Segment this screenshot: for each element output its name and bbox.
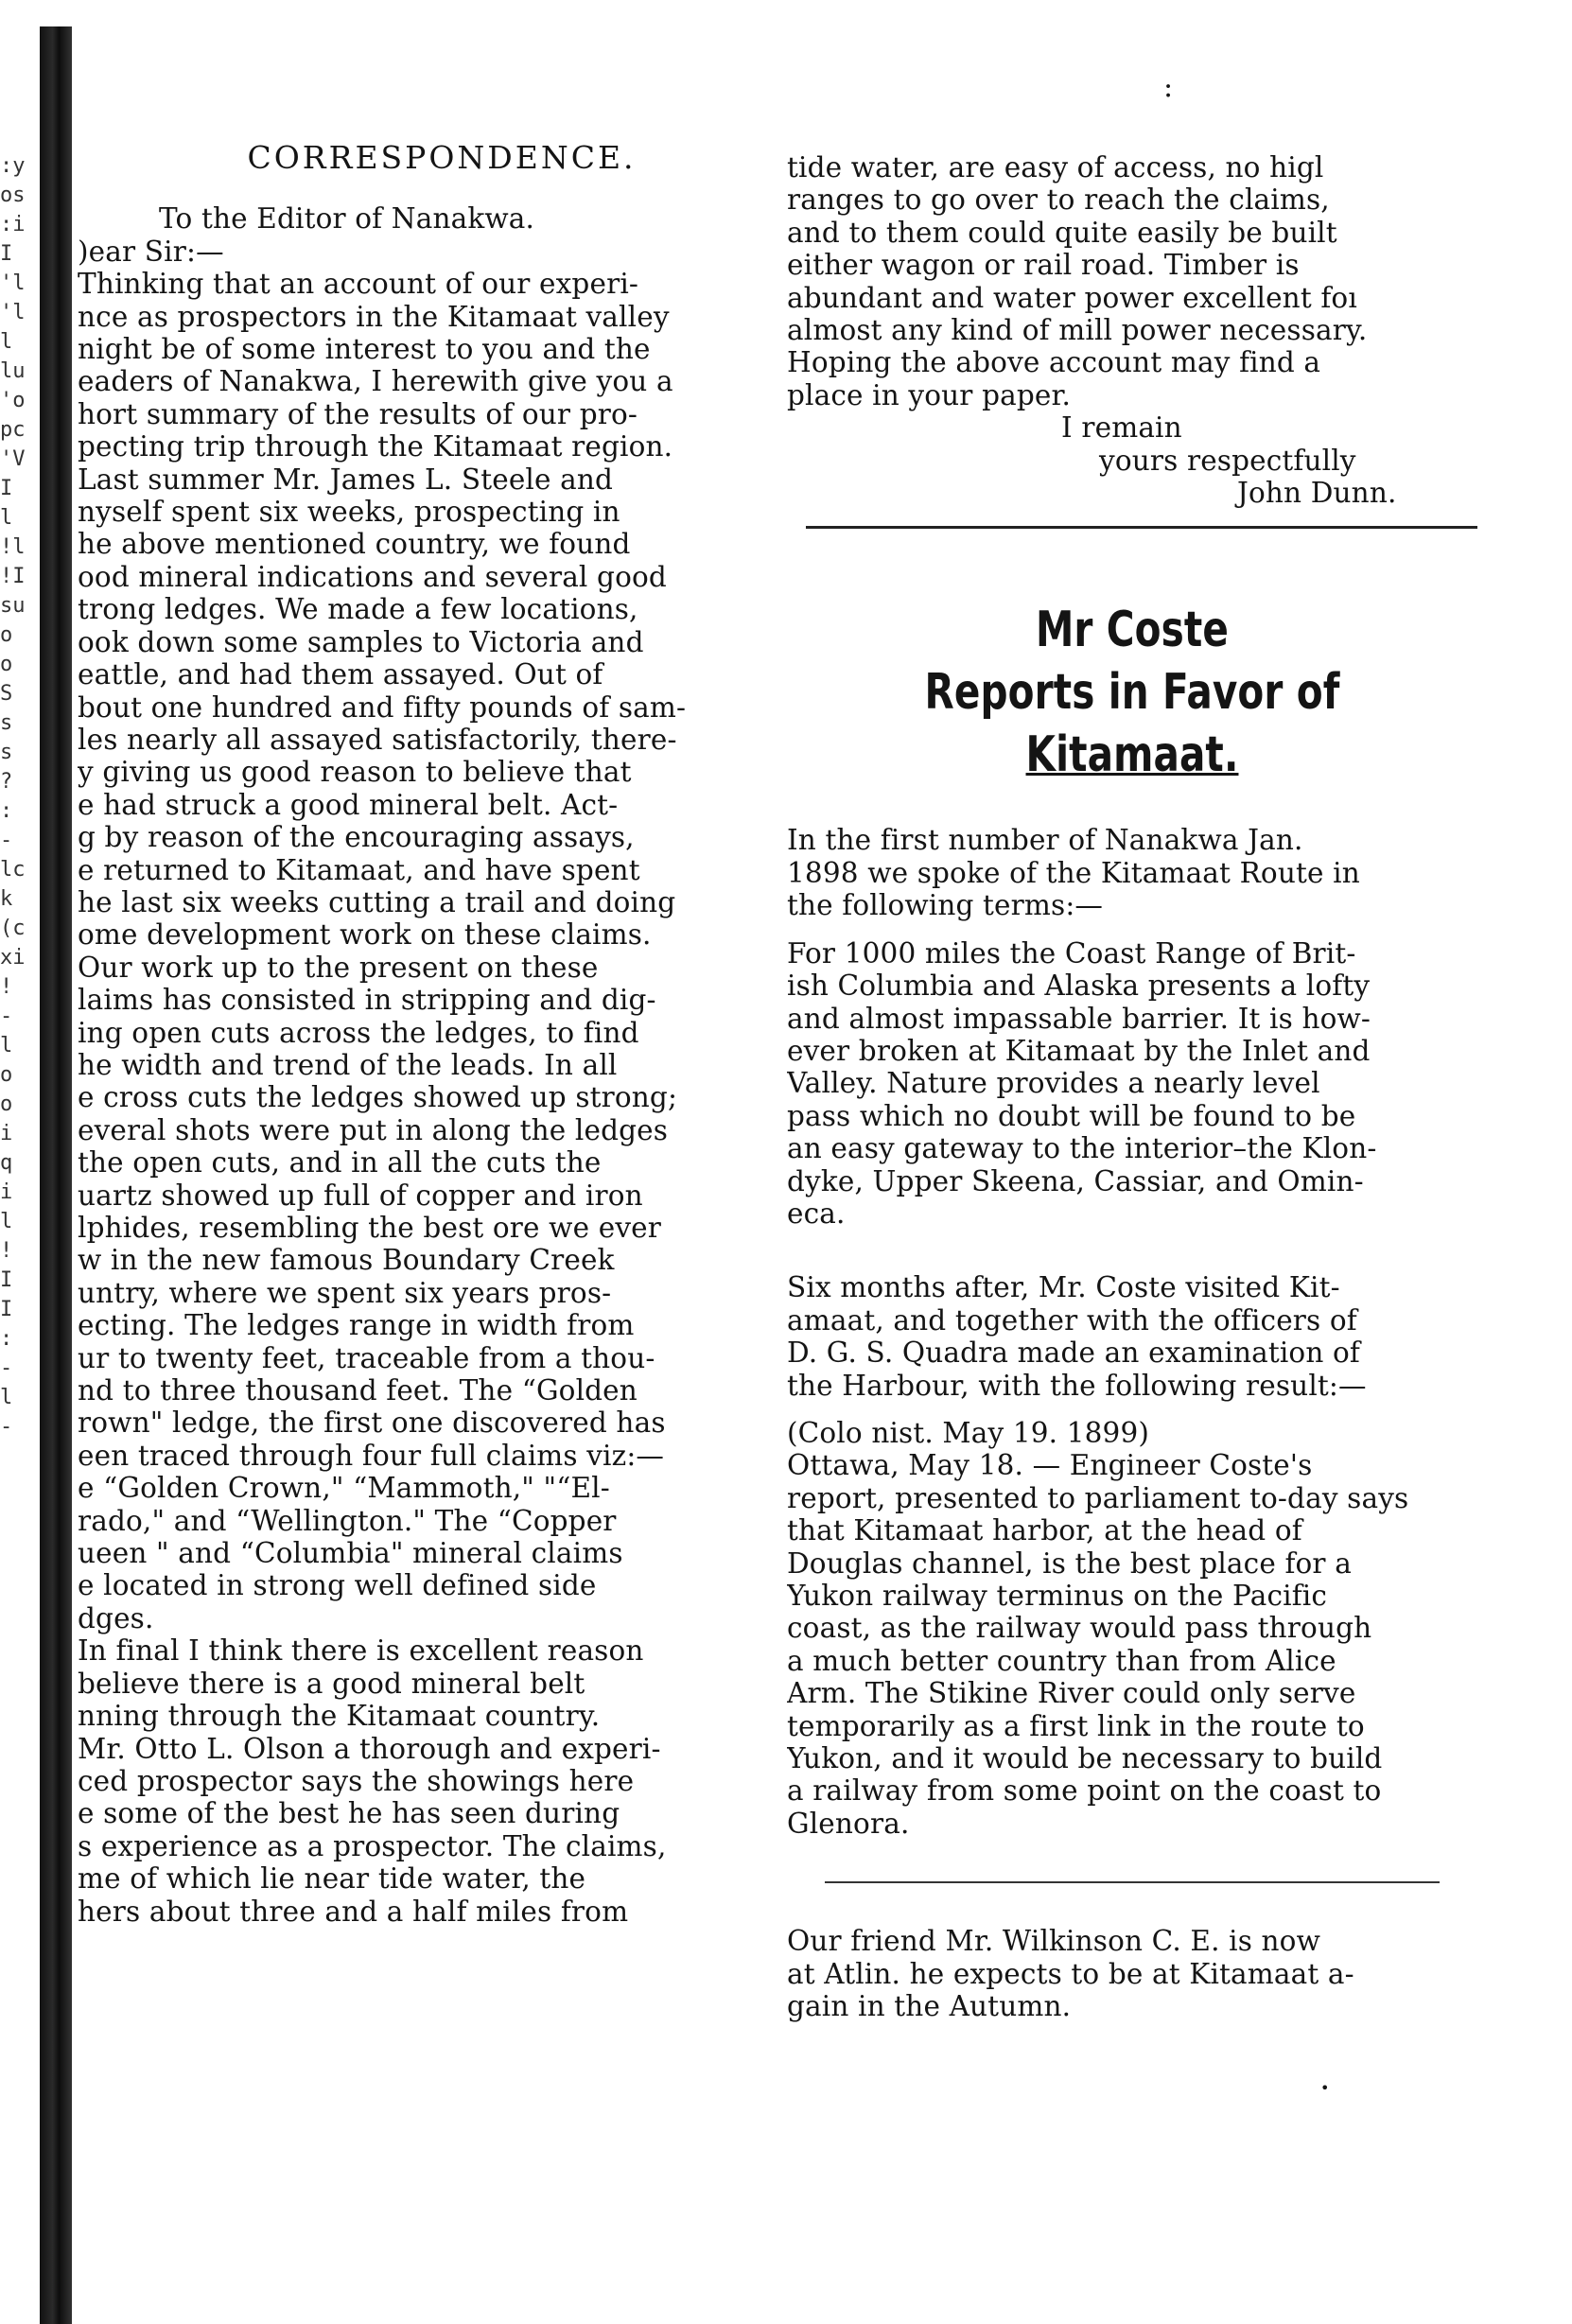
gutter-fragment: - xyxy=(0,1356,13,1380)
text-line: ing open cuts across the ledges, to find xyxy=(78,1016,639,1049)
text-line: nning through the Kitamaat country. xyxy=(78,1700,601,1733)
text-line: either wagon or rail road. Timber is xyxy=(787,249,1300,282)
text-line: Glenora. xyxy=(787,1807,910,1840)
text-line: amaat, and together with the officers of xyxy=(787,1303,1357,1337)
gutter-fragment: - xyxy=(0,1005,13,1028)
text-line: rown" ledge, the first one discovered has xyxy=(78,1407,666,1440)
text-line: ueen " and “Columbia" mineral claims xyxy=(78,1537,623,1570)
letter-addressee: To the Editor of Nanakwa. xyxy=(159,202,535,236)
gutter-fragment: lc xyxy=(0,858,26,882)
text-line: rado," and “Wellington." The “Copper xyxy=(78,1504,617,1537)
print-speck: : xyxy=(1163,71,1174,104)
gutter-fragment: ! xyxy=(0,1239,13,1263)
text-line: dyke, Upper Skeena, Cassiar, and Omin- xyxy=(787,1164,1364,1197)
text-line: For 1000 miles the Coast Range of Brit- xyxy=(787,936,1356,970)
gutter-fragment: l xyxy=(0,1210,13,1233)
text-line: Our friend Mr. Wilkinson C. E. is now xyxy=(787,1925,1320,1958)
text-line: uartz showed up full of copper and iron xyxy=(78,1179,643,1212)
gutter-fragment: - xyxy=(0,1415,13,1439)
text-line: ome development work on these claims. xyxy=(78,918,652,952)
gutter-fragment: i xyxy=(0,1122,13,1145)
text-line: eca. xyxy=(787,1197,846,1230)
gutter-fragment: !I xyxy=(0,565,26,588)
text-line: nce as prospectors in the Kitamaat valley xyxy=(78,300,670,333)
gutter-fragment: xi xyxy=(0,946,26,970)
text-line: pass which no doubt will be found to be xyxy=(787,1099,1356,1132)
gutter-fragment: l xyxy=(0,1386,13,1409)
closing-yours: yours respectfully xyxy=(1099,444,1356,477)
gutter-fragment: k xyxy=(0,887,13,911)
text-line: ood mineral indications and several good xyxy=(78,560,667,593)
text-line: eattle, and had them assayed. Out of xyxy=(78,658,603,691)
headline-line: Kitamaat. xyxy=(1025,726,1239,784)
print-speck: • xyxy=(1320,2079,1330,2097)
gutter-fragment: 'V xyxy=(0,447,26,471)
text-line: Arm. The Stikine River could only serve xyxy=(787,1677,1356,1710)
text-line: g by reason of the encouraging assays, xyxy=(78,821,635,854)
text-line: untry, where we spent six years pros- xyxy=(78,1276,612,1309)
text-line: Yukon, and it would be necessary to build xyxy=(787,1742,1383,1775)
section-heading: CORRESPONDENCE. xyxy=(247,139,637,176)
binding-shadow xyxy=(40,26,72,2324)
text-line: everal shots were put in along the ledges xyxy=(78,1113,669,1146)
text-line: he last six weeks cutting a trail and doing xyxy=(78,885,676,918)
text-line: Ottawa, May 18. — Engineer Coste's xyxy=(787,1449,1313,1482)
text-line: me of which lie near tide water, the xyxy=(78,1862,586,1896)
gutter-fragment: I xyxy=(0,477,13,500)
text-line: almost any kind of mill power necessary. xyxy=(787,314,1368,347)
text-line: laims has consisted in stripping and dig- xyxy=(78,984,656,1017)
text-line: e “Golden Crown," “Mammoth," "“El- xyxy=(78,1472,610,1505)
gutter-fragment: I xyxy=(0,1268,13,1292)
headline-line: Reports in Favor of xyxy=(924,664,1340,722)
section-divider xyxy=(806,526,1477,529)
article-paragraph xyxy=(787,824,1477,921)
signature-name: John Dunn. xyxy=(1237,477,1397,510)
gutter-fragment: : xyxy=(0,1327,13,1351)
text-line: Six months after, Mr. Coste visited Kit- xyxy=(787,1271,1340,1304)
text-line: that Kitamaat harbor, at the head of xyxy=(787,1514,1302,1547)
letter-body xyxy=(78,268,740,1928)
gutter-fragment: :y xyxy=(0,154,26,178)
text-line: ever broken at Kitamaat by the Inlet and xyxy=(787,1034,1371,1067)
gutter-fragment: o xyxy=(0,1063,13,1087)
gutter-fragment: 'l xyxy=(0,301,26,324)
gutter-fragment: l xyxy=(0,506,13,530)
text-line: s experience as a prospector. The claims, xyxy=(78,1829,667,1862)
text-line: nd to three thousand feet. The “Golden xyxy=(78,1374,638,1407)
text-line: hers about three and a half miles from xyxy=(78,1895,629,1928)
text-line: tide water, are easy of access, no higl xyxy=(787,151,1324,183)
text-line: and to them could quite easily be built xyxy=(787,216,1337,249)
text-line: at Atlin. he expects to be at Kitamaat a- xyxy=(787,1957,1354,1990)
gutter-fragment: lu xyxy=(0,359,26,383)
text-line: dges. xyxy=(78,1601,154,1634)
text-line: In final I think there is excellent reason xyxy=(78,1634,644,1668)
gutter-fragment: S xyxy=(0,682,13,706)
gutter-fragment: ? xyxy=(0,770,13,794)
text-line: an easy gateway to the interior–the Klon- xyxy=(787,1132,1377,1165)
text-line: Our work up to the present on these xyxy=(78,951,599,984)
text-line: In the first number of Nanakwa Jan. xyxy=(787,824,1303,857)
right-column xyxy=(787,151,1477,2022)
gutter-fragment: o xyxy=(0,1092,13,1116)
gutter-fragment: (c xyxy=(0,917,26,940)
text-line: een traced through four full claims viz:— xyxy=(78,1439,665,1472)
gutter-fragment: 'l xyxy=(0,271,26,295)
text-line: pecting trip through the Kitamaat region. xyxy=(78,430,673,463)
gutter-fragment: : xyxy=(0,799,13,823)
gutter-fragment: s xyxy=(0,741,13,764)
text-line: e returned to Kitamaat, and have spent xyxy=(78,853,640,886)
source-citation: (Colo nist. May 19. 1899) xyxy=(787,1416,1150,1449)
correspondence-column xyxy=(78,139,740,1928)
text-line: he above mentioned country, we found xyxy=(78,528,631,561)
gutter-fragment: ! xyxy=(0,975,13,999)
text-line: Douglas channel, is the best place for a xyxy=(787,1546,1352,1580)
text-line: les nearly all assayed satisfactorily, there- xyxy=(78,723,677,756)
text-line: he width and trend of the leads. In all xyxy=(78,1048,618,1081)
gutter-fragment: I xyxy=(0,242,13,266)
closing-remain: I remain xyxy=(1061,411,1182,445)
article-paragraph xyxy=(787,1449,1477,1840)
gutter-fragment: 'o xyxy=(0,389,26,412)
text-line: a railway from some point on the coast to xyxy=(787,1774,1382,1808)
article-headline xyxy=(863,599,1401,786)
text-line: the following terms:— xyxy=(787,889,1104,922)
gutter-fragment: q xyxy=(0,1151,13,1175)
text-line: night be of some interest to you and the xyxy=(78,333,651,366)
text-line: e had struck a good mineral belt. Act- xyxy=(78,788,619,821)
gutter-fragment: os xyxy=(0,183,26,207)
text-line: trong ledges. We made a few locations, xyxy=(78,593,638,626)
text-line: coast, as the railway would pass through xyxy=(787,1612,1372,1645)
text-line: nyself spent six weeks, prospecting in xyxy=(78,496,620,529)
text-line: Yukon railway terminus on the Pacific xyxy=(787,1580,1328,1612)
text-line: abundant and water power excellent foı xyxy=(787,281,1357,314)
text-line: e some of the best he has seen during xyxy=(78,1797,620,1830)
text-line: ook down some samples to Victoria and xyxy=(78,625,644,658)
gutter-fragment: o xyxy=(0,653,13,676)
text-line: gain in the Autumn. xyxy=(787,1990,1072,2023)
text-line: the open cuts, and in all the cuts the xyxy=(78,1146,602,1179)
article-paragraph xyxy=(787,1271,1477,1402)
text-line: ranges to go over to reach the claims, xyxy=(787,183,1330,217)
gutter-fragment: l xyxy=(0,330,13,354)
gutter-fragment: - xyxy=(0,829,13,852)
headline-line: Mr Coste xyxy=(1035,602,1230,659)
gutter-fragment: I xyxy=(0,1298,13,1321)
text-line: believe there is a good mineral belt xyxy=(78,1667,585,1700)
text-line: e cross cuts the ledges showed up strong; xyxy=(78,1081,678,1114)
text-line: Mr. Otto L. Olson a thorough and experi- xyxy=(78,1732,661,1765)
text-line: w in the new famous Boundary Creek xyxy=(78,1244,615,1277)
gutter-fragment: o xyxy=(0,623,13,647)
text-line: eaders of Nanakwa, I herewith give you a xyxy=(78,365,673,398)
text-line: report, presented to parliament to-day says xyxy=(787,1481,1409,1514)
article-quote xyxy=(787,937,1477,1231)
text-line: Last summer Mr. James L. Steele and xyxy=(78,463,614,496)
letter-salutation: )ear Sir:— xyxy=(78,235,224,268)
gutter-fragment: :i xyxy=(0,213,26,236)
text-line: ur to twenty feet, traceable from a thou- xyxy=(78,1341,655,1374)
adjacent-column-fragments xyxy=(0,151,42,1442)
text-line: lphides, resembling the best ore we ever xyxy=(78,1212,662,1244)
text-line: e located in strong well defined side xyxy=(78,1569,597,1602)
text-line: hort summary of the results of our pro- xyxy=(78,397,638,430)
text-line: ced prospector says the showings here xyxy=(78,1764,635,1797)
text-line: D. G. S. Quadra made an examination of xyxy=(787,1337,1360,1370)
gutter-fragment: su xyxy=(0,594,26,618)
letter-continuation xyxy=(787,151,1477,411)
text-line: Valley. Nature provides a nearly level xyxy=(787,1067,1320,1100)
gutter-fragment: l xyxy=(0,1034,13,1057)
gutter-fragment: pc xyxy=(0,418,26,442)
text-line: place in your paper. xyxy=(787,378,1072,411)
gutter-fragment: !l xyxy=(0,535,26,559)
text-line: ecting. The ledges range in width from xyxy=(78,1309,635,1342)
text-line: Thinking that an account of our experi- xyxy=(78,268,639,301)
text-line: bout one hundred and fifty pounds of sam- xyxy=(78,690,687,724)
text-line: 1898 we spoke of the Kitamaat Route in xyxy=(787,856,1360,889)
text-line: Hoping the above account may find a xyxy=(787,346,1321,379)
text-line: ish Columbia and Alaska presents a lofty xyxy=(787,970,1371,1003)
text-line: y giving us good reason to believe that xyxy=(78,756,632,789)
text-line: a much better country than from Alice xyxy=(787,1644,1336,1677)
text-line: temporarily as a first link in the route to xyxy=(787,1709,1365,1742)
text-line: the Harbour, with the following result:— xyxy=(787,1369,1367,1402)
text-line: and almost impassable barrier. It is how- xyxy=(787,1002,1371,1035)
news-note xyxy=(787,1925,1477,2022)
gutter-fragment: i xyxy=(0,1180,13,1204)
gutter-fragment: s xyxy=(0,711,13,735)
